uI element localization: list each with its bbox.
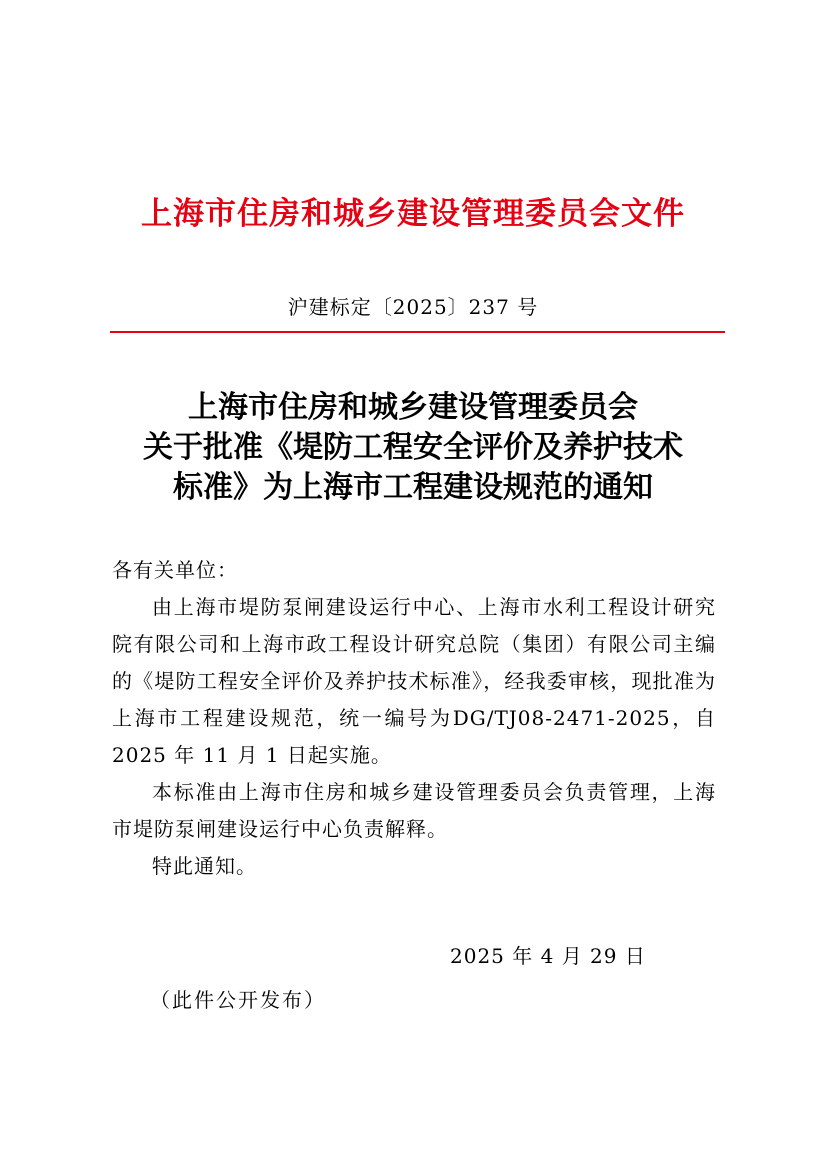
issue-date: 2025 年 4 月 29 日 bbox=[450, 944, 646, 968]
salutation: 各有关单位： bbox=[112, 558, 238, 582]
body-paragraph-3: 特此通知。 bbox=[152, 854, 257, 878]
masthead-title: 上海市住房和城乡建设管理委员会文件 bbox=[141, 196, 685, 232]
title-line-3: 标准》为上海市工程建设规范的通知 bbox=[173, 470, 653, 505]
body-paragraph-2: 本标准由上海市住房和城乡建设管理委员会负责管理，上海市堤防泵闸建设运行中心负责解释。 bbox=[112, 780, 716, 841]
title-line-1: 上海市住房和城乡建设管理委员会 bbox=[188, 390, 638, 425]
document-body bbox=[112, 552, 716, 885]
red-divider-line bbox=[110, 331, 725, 333]
title-line-2: 关于批准《堤防工程安全评价及养护技术 bbox=[143, 430, 683, 465]
release-note: （此件公开发布） bbox=[150, 988, 326, 1012]
document-number: 沪建标定〔2025〕237 号 bbox=[287, 295, 539, 319]
document-title bbox=[60, 388, 766, 508]
body-paragraph-1: 由上海市堤防泵闸建设运行中心、上海市水利工程设计研究院有限公司和上海市政工程设计研究总院（集团）有限公司主编的《堤防工程安全评价及养护技术标准》，经我委审核，现批准为上海市工程建设规范，统一编号为DG/TJ08-2471-2025，自 2025 年 11 月 1 日起实施。 bbox=[112, 595, 716, 767]
